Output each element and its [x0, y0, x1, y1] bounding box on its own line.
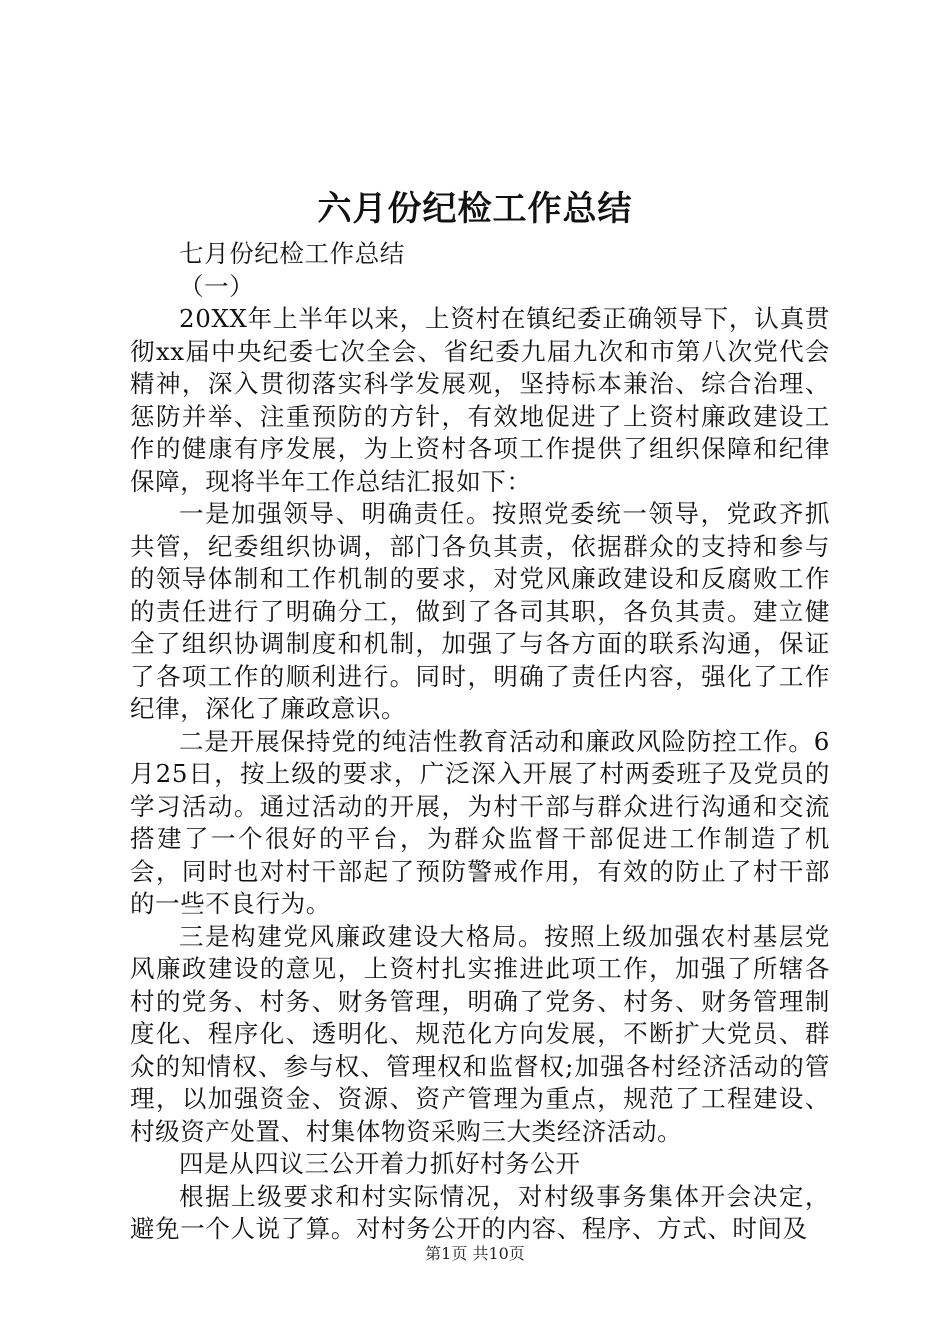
document-body — [130, 238, 830, 1246]
point-four-paragraph: 根据上级要求和村实际情况，对村级事务集体开会决定，避免一个人说了算。对村务公开的内容、程序、方式、时间及 — [130, 1181, 830, 1243]
point-three-paragraph: 三是构建党风廉政建设大格局。按照上级加强农村基层党风廉政建设的意见，上资村扎实推进此项工作，加强了所辖各村的党务、村务、财务管理，明确了党务、村务、财务管理制度化、程序化、透明化、规范化方向发展，不断扩大党员、群众的知情权、参与权、管理权和监督权;加强各村经济活动的管理，以加强资金、资源、资产管理为重点，规范了工程建设、村级资产处置、村集体物资采购三大类经济活动。 — [130, 921, 830, 1146]
page-number-footer: 第1页 共10页 — [425, 1244, 525, 1263]
point-two-paragraph: 二是开展保持党的纯洁性教育活动和廉政风险防控工作。6月25日，按上级的要求，广泛深入开展了村两委班子及党员的学习活动。通过活动的开展，为村干部与群众进行沟通和交流搭建了一个很好的平台，为群众监督干部促进工作制造了机会，同时也对村干部起了预防警戒作用，有效的防止了村干部的一些不良行为。 — [130, 726, 830, 918]
point-four-heading: 四是从四议三公开着力抓好村务公开 — [179, 1149, 581, 1178]
document-title: 六月份纪检工作总结 — [317, 189, 633, 229]
point-one-paragraph: 一是加强领导、明确责任。按照党委统一领导，党政齐抓共管，纪委组织协调，部门各负其责，依据群众的支持和参与的领导体制和工作机制的要求，对党风廉政建设和反腐败工作的责任进行了明确分工，做到了各司其职，各负其责。建立健全了组织协调制度和机制，加强了与各方面的联系沟通，保证了各项工作的顺利进行。同时，明确了责任内容，强化了工作纪律，深化了廉政意识。 — [130, 499, 830, 723]
section-number-paragraph: （一） — [179, 271, 255, 301]
subtitle-paragraph: 七月份纪检工作总结 — [179, 239, 405, 268]
intro-paragraph: 20XX年上半年以来，上资村在镇纪委正确领导下，认真贯彻xx届中央纪委七次全会、省纪委九届九次和市第八次党代会精神，深入贯彻落实科学发展观，坚持标本兼治、综合治理、惩防并举、注重预防的方针，有效地促进了上资村廉政建设工作的健康有序发展，为上资村各项工作提供了组织保障和纪律保障，现将半年工作总结汇报如下： — [130, 304, 830, 496]
